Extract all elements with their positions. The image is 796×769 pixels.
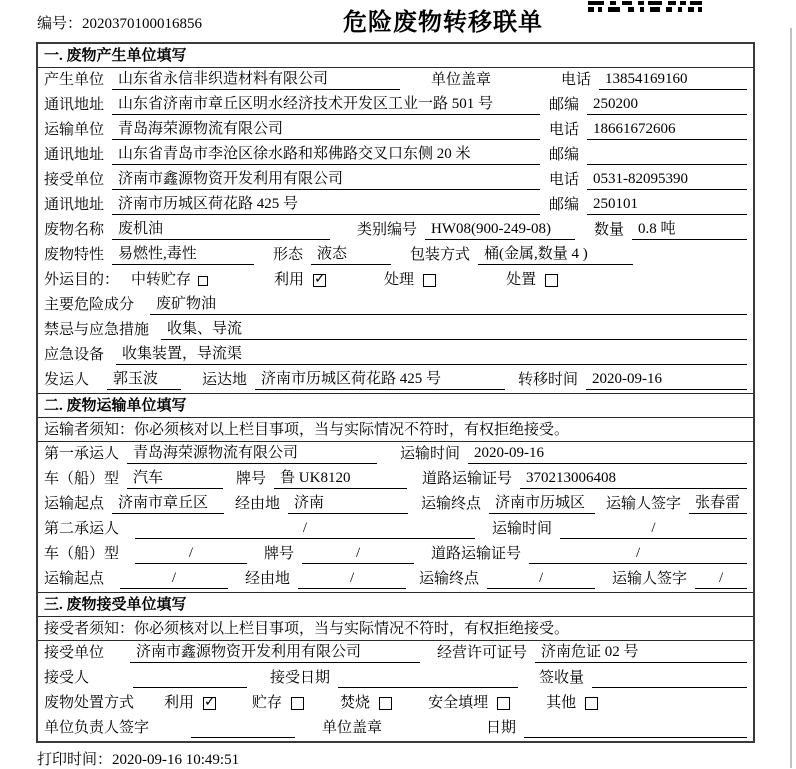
field-label: 经由地 <box>235 496 281 512</box>
form-row <box>38 666 753 691</box>
field-value <box>587 145 747 165</box>
field-label: 废物处置方式 <box>44 695 135 711</box>
field-value: 废机油 <box>112 220 330 240</box>
section-heading: 一. 废物产生单位填写 <box>38 44 753 68</box>
field-value: 青岛海荣源物流有限公司 <box>112 120 540 140</box>
field-value: 18661672606 <box>587 120 747 140</box>
field-value: / <box>487 569 595 589</box>
field-value: 山东省永信非织造材料有限公司 <box>112 70 400 90</box>
checkbox-group <box>252 694 304 713</box>
print-time-label: 打印时间： <box>37 752 113 768</box>
field-value <box>338 668 518 688</box>
field-label: 主要危险成分 <box>44 297 135 313</box>
form-row <box>38 343 753 368</box>
field-label: 废物特性 <box>44 247 105 263</box>
field-label: 运输人签字 <box>612 571 688 587</box>
field-value <box>592 668 747 688</box>
field-label: 转移时间 <box>518 372 579 388</box>
form-row <box>38 368 753 393</box>
checkbox-group <box>164 694 216 713</box>
field-value: 济南市鑫源物资开发利用有限公司 <box>130 643 420 663</box>
field-label: 签收量 <box>539 670 585 686</box>
field-value: / <box>135 519 475 539</box>
field-value: 370213006408 <box>520 469 747 489</box>
checkbox-unchecked-icon <box>291 697 304 710</box>
field-label: 道路运输证号 <box>431 546 522 562</box>
checkbox-group <box>274 271 326 290</box>
form-section <box>38 592 753 741</box>
field-label: 单位负责人签字 <box>44 720 150 736</box>
section-heading: 三. 废物接受单位填写 <box>38 593 753 617</box>
field-label: 牌号 <box>236 471 267 487</box>
field-label: 第二承运人 <box>44 521 120 537</box>
field-label: 运输终点 <box>421 496 482 512</box>
field-label: 邮编 <box>549 97 580 113</box>
field-label: 运输时间 <box>400 446 461 462</box>
field-value: / <box>135 544 247 564</box>
field-label: 道路运输证号 <box>422 471 513 487</box>
checkbox-unchecked-icon <box>198 276 208 286</box>
form-row <box>38 442 753 467</box>
field-value <box>524 718 747 738</box>
field-value: 易燃性,毒性 <box>112 245 254 265</box>
form-row <box>38 467 753 492</box>
field-label: 数量 <box>594 222 625 238</box>
field-label: 牌号 <box>264 546 295 562</box>
manifest-form <box>36 42 755 743</box>
field-label: 车（船）型 <box>44 546 120 562</box>
checkbox-label: 其他 <box>546 695 577 711</box>
checkbox-unchecked-icon <box>585 697 598 710</box>
field-value: 山东省青岛市李沧区徐水路和郑佛路交叉口东侧 20 米 <box>112 145 540 165</box>
field-value: / <box>529 544 747 564</box>
checkbox-checked-icon <box>203 694 216 710</box>
field-label: 接受人 <box>44 670 90 686</box>
field-value: 济南市历城区荷花路 425 号 <box>112 195 540 215</box>
print-time-value: 2020-09-16 10:49:51 <box>112 752 240 768</box>
field-value: 青岛海荣源物流有限公司 <box>127 444 377 464</box>
checkbox-group <box>384 271 436 290</box>
form-row <box>38 143 753 168</box>
field-label: 运输终点 <box>419 571 480 587</box>
field-value: 郭玉波 <box>107 370 181 390</box>
field-value: 250200 <box>587 95 747 115</box>
field-value: 13854169160 <box>599 70 747 90</box>
checkbox-label: 利用 <box>164 695 195 711</box>
field-label: 单位盖章 <box>322 720 383 736</box>
checkbox-unchecked-icon <box>545 274 558 287</box>
form-section <box>38 44 753 393</box>
field-label: 运达地 <box>202 372 248 388</box>
field-label: 应急设备 <box>44 347 105 363</box>
field-value: 2020-09-16 <box>586 370 747 390</box>
field-label: 运输时间 <box>492 521 553 537</box>
form-row <box>38 716 753 741</box>
field-value: 济南市鑫源物资开发利用有限公司 <box>112 170 540 190</box>
field-label: 运输起点 <box>44 571 105 587</box>
checkbox-group <box>546 694 598 713</box>
checkbox-label: 焚烧 <box>340 695 371 711</box>
field-label: 邮编 <box>549 197 580 213</box>
qr-code-icon <box>588 1 702 12</box>
field-label: 形态 <box>273 247 304 263</box>
serial-label: 编号： <box>37 16 83 32</box>
notice-text: 运输者须知：你必须核对以上栏目事项，当与实际情况不符时，有权拒绝接受。 <box>38 418 753 442</box>
field-label: 废物名称 <box>44 222 105 238</box>
field-value: / <box>302 544 414 564</box>
field-value: / <box>120 569 228 589</box>
field-label: 禁忌与应急措施 <box>44 322 150 338</box>
field-label: 通讯地址 <box>44 147 105 163</box>
form-row <box>38 691 753 716</box>
form-row <box>38 293 753 318</box>
field-value: / <box>695 569 747 589</box>
form-row <box>38 318 753 343</box>
checkbox-unchecked-icon <box>497 697 510 710</box>
field-value <box>191 718 295 738</box>
field-value: / <box>298 569 406 589</box>
checkbox-label: 利用 <box>274 272 305 288</box>
field-label: 运输起点 <box>44 496 105 512</box>
field-value: 济南市章丘区 <box>112 494 224 514</box>
field-value: 济南危证 02 号 <box>535 643 747 663</box>
check-mark-icon: ✓ <box>204 694 216 710</box>
qr-code-fragment <box>588 0 702 12</box>
field-value: 液态 <box>311 245 391 265</box>
notice-text: 接受者须知：你必须核对以上栏目事项，当与实际情况不符时，有权拒绝接受。 <box>38 617 753 641</box>
checkbox-group <box>340 694 392 713</box>
field-label: 运输人签字 <box>606 496 682 512</box>
field-label: 通讯地址 <box>44 197 105 213</box>
field-value: 废矿物油 <box>150 295 747 315</box>
form-row <box>38 93 753 118</box>
checkbox-unchecked-icon <box>423 274 436 287</box>
form-row <box>38 517 753 542</box>
check-mark-icon: ✓ <box>314 271 326 287</box>
checkbox-label: 中转贮存 <box>131 272 192 288</box>
checkbox-label: 处理 <box>384 272 415 288</box>
field-value: 山东省济南市章丘区明水经济技术开发区工业一路 501 号 <box>112 95 540 115</box>
field-value: 2020-09-16 <box>468 444 747 464</box>
field-label: 发运人 <box>44 372 90 388</box>
field-value: 济南市历城区荷花路 425 号 <box>255 370 505 390</box>
field-value: 收集装置，导流渠 <box>116 345 747 365</box>
field-value: 济南 <box>288 494 408 514</box>
field-value: 收集、导流 <box>161 320 747 340</box>
field-label: 电话 <box>561 72 592 88</box>
form-row <box>38 567 753 592</box>
form-row <box>38 193 753 218</box>
field-label: 第一承运人 <box>44 446 120 462</box>
checkbox-label: 贮存 <box>252 695 283 711</box>
field-value: / <box>560 519 747 539</box>
field-label: 电话 <box>549 122 580 138</box>
field-value: 桶(金属,数量 4 ) <box>478 245 633 265</box>
form-row <box>38 641 753 666</box>
form-row <box>38 542 753 567</box>
field-label: 产生单位 <box>44 72 105 88</box>
checkbox-label: 安全填埋 <box>428 695 489 711</box>
field-label: 接受单位 <box>44 172 105 188</box>
form-row <box>38 268 753 293</box>
field-label: 通讯地址 <box>44 97 105 113</box>
section-heading: 二. 废物运输单位填写 <box>38 394 753 418</box>
field-label: 经由地 <box>245 571 291 587</box>
field-label: 单位盖章 <box>431 72 492 88</box>
field-label: 外运目的： <box>44 272 120 288</box>
field-value <box>133 668 247 688</box>
form-row <box>38 243 753 268</box>
field-label: 邮编 <box>549 147 580 163</box>
page-title: 危险废物转移联单 <box>343 10 543 36</box>
field-label: 类别编号 <box>357 222 418 238</box>
form-row <box>38 68 753 93</box>
field-label: 电话 <box>549 172 580 188</box>
field-value: 汽车 <box>127 469 223 489</box>
form-section <box>38 393 753 592</box>
checkbox-group <box>506 271 558 290</box>
form-row <box>38 168 753 193</box>
field-value: 0.8 吨 <box>632 220 747 240</box>
field-label: 接受日期 <box>270 670 331 686</box>
print-time-line <box>37 748 239 769</box>
field-value: 鲁 UK8120 <box>274 469 407 489</box>
form-row <box>38 218 753 243</box>
field-label: 运输单位 <box>44 122 105 138</box>
field-label: 包装方式 <box>410 247 471 263</box>
page-edge-line <box>790 28 792 768</box>
serial-number: 2020370100016856 <box>82 16 203 32</box>
checkbox-checked-icon <box>313 271 326 287</box>
checkbox-group <box>428 694 510 713</box>
field-label: 接受单位 <box>44 645 105 661</box>
field-value: 济南市历城区 <box>489 494 595 514</box>
field-label: 车（船）型 <box>44 471 120 487</box>
form-row <box>38 118 753 143</box>
checkbox-group <box>131 271 208 290</box>
field-value: 张春雷 <box>689 494 747 514</box>
field-label: 经营许可证号 <box>437 645 528 661</box>
field-label: 日期 <box>486 720 517 736</box>
field-value: 250101 <box>587 195 747 215</box>
checkbox-unchecked-icon <box>379 697 392 710</box>
field-value: HW08(900-249-08) <box>425 220 575 240</box>
field-value: 0531-82095390 <box>587 170 747 190</box>
checkbox-label: 处置 <box>506 272 537 288</box>
form-row <box>38 492 753 517</box>
